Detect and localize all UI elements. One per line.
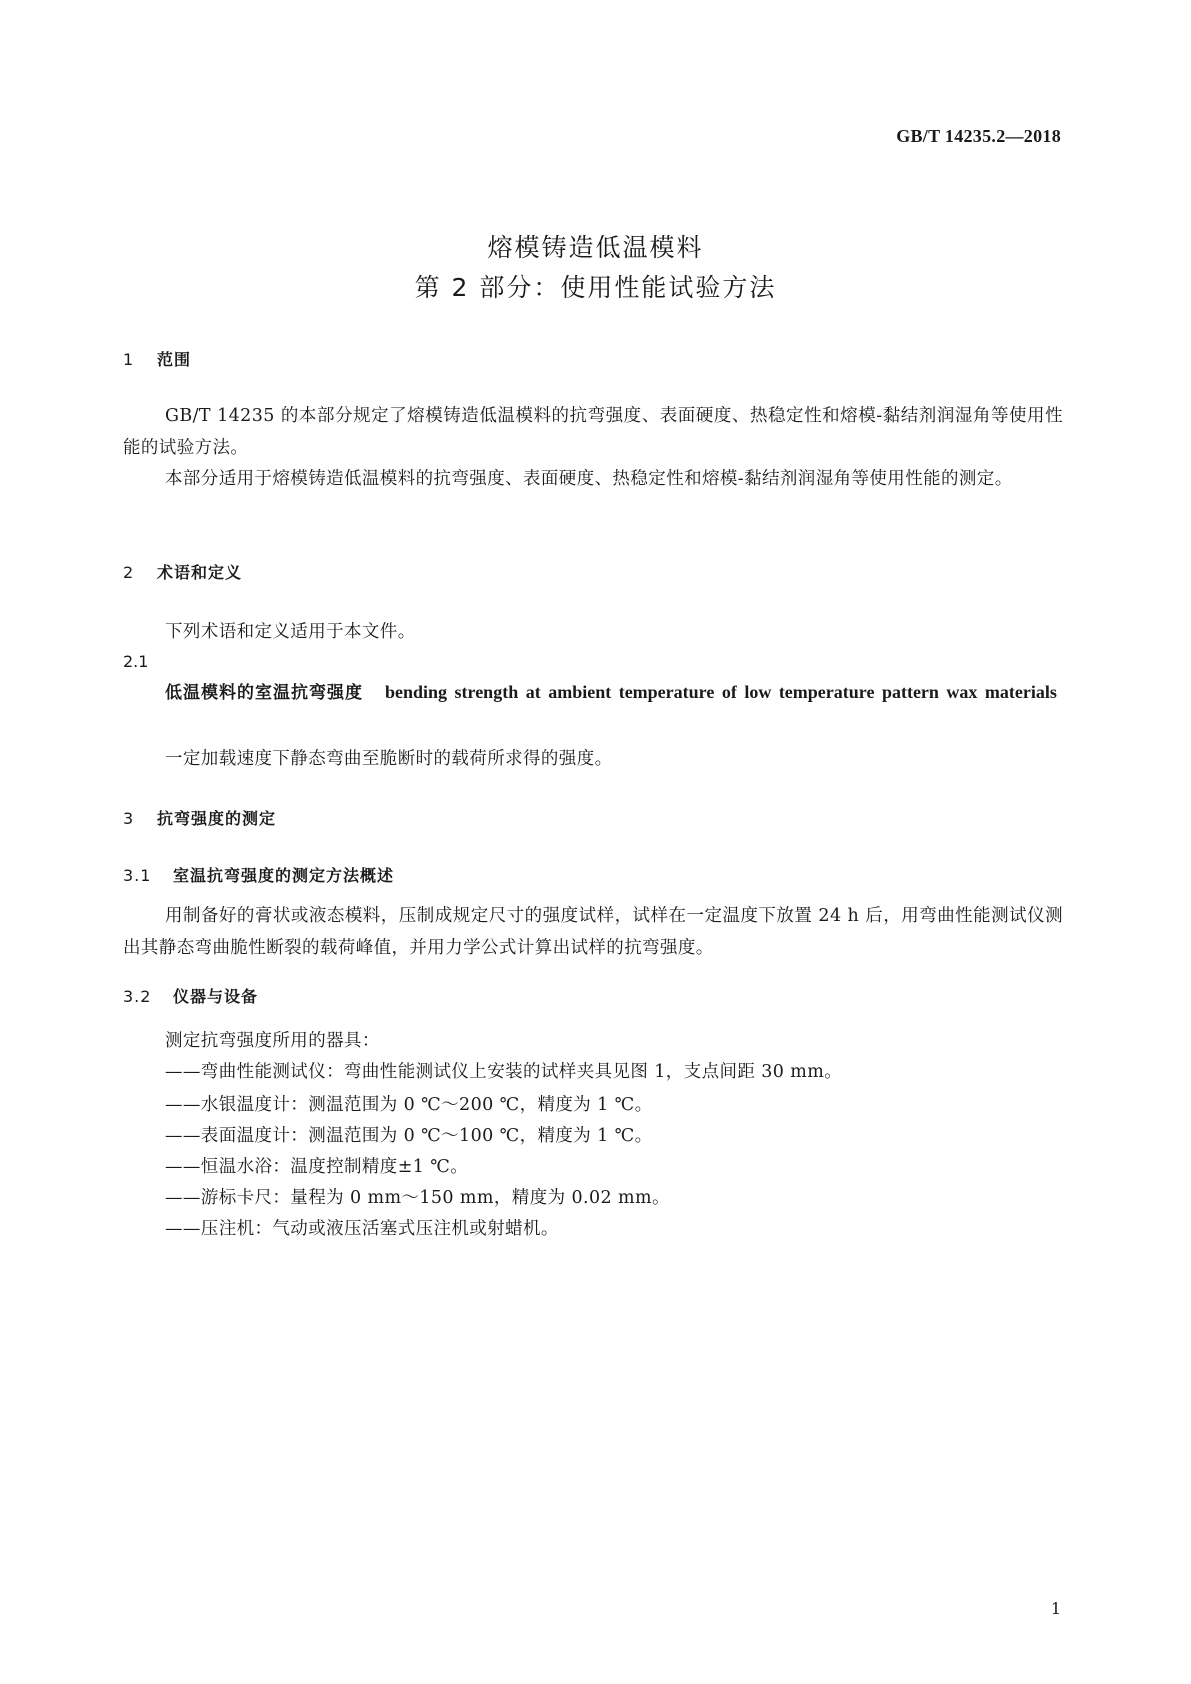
section-1-title: 范围	[157, 350, 192, 369]
term-2-1-chinese: 低温模料的室温抗弯强度	[165, 683, 363, 703]
section-2-intro: 下列术语和定义适用于本文件。	[165, 622, 416, 642]
standard-number: GB/T 14235.2—2018	[896, 126, 1061, 146]
document-title-line2: 第 2 部分：使用性能试验方法	[414, 273, 777, 302]
section-1-number: 1	[123, 350, 135, 369]
term-2-1-definition: 一定加载速度下静态弯曲至脆断时的载荷所求得的强度。	[165, 749, 613, 769]
page-number: 1	[1050, 1599, 1061, 1618]
equipment-item: ——游标卡尺：量程为 0 mm～150 mm，精度为 0.02 mm。	[165, 1188, 670, 1208]
section-3-1-number: 3.1	[123, 866, 152, 885]
section-3-2-intro: 测定抗弯强度所用的器具：	[165, 1031, 380, 1051]
section-3-2-number: 3.2	[123, 987, 152, 1006]
term-2-1	[123, 676, 1063, 709]
term-2-1-english: bending strength at ambient temperature of low temperature pattern wax materials	[385, 682, 1057, 702]
equipment-item: ——压注机：气动或液压活塞式压注机或射蜡机。	[165, 1219, 559, 1239]
equipment-item: ——表面温度计：测温范围为 0 ℃～100 ℃，精度为 1 ℃。	[165, 1126, 653, 1146]
section-3-2-heading	[123, 984, 258, 1007]
equipment-item: ——恒温水浴：温度控制精度±1 ℃。	[165, 1157, 469, 1177]
equipment-item: ——弯曲性能测试仪：弯曲性能测试仪上安装的试样夹具见图 1，支点间距 30 mm。	[165, 1062, 843, 1082]
section-2-heading	[123, 560, 242, 583]
section-3-1-heading	[123, 863, 394, 886]
section-2-title: 术语和定义	[157, 563, 243, 582]
section-1-paragraph-1: GB/T 14235 的本部分规定了熔模铸造低温模料的抗弯强度、表面硬度、热稳定性和熔模-黏结剂润湿角等使用性能的试验方法。	[123, 406, 1063, 458]
section-1-heading	[123, 347, 191, 370]
section-3-2-title: 仪器与设备	[173, 987, 259, 1006]
section-3-1-paragraph: 用制备好的膏状或液态模料，压制成规定尺寸的强度试样，试样在一定温度下放置 24 h 后，用弯曲性能测试仪测出其静态弯曲脆性断裂的载荷峰值，并用力学公式计算出试样的抗弯强度。	[123, 906, 1063, 958]
section-3-1-title: 室温抗弯强度的测定方法概述	[173, 866, 395, 885]
term-2-1-number: 2.1	[123, 652, 149, 671]
section-1-paragraph-2: 本部分适用于熔模铸造低温模料的抗弯强度、表面硬度、热稳定性和熔模-黏结剂润湿角等使用性能的测定。	[165, 469, 1013, 489]
document-title-line1: 熔模铸造低温模料	[487, 233, 704, 262]
section-3-title: 抗弯强度的测定	[157, 809, 277, 828]
equipment-item: ——水银温度计：测温范围为 0 ℃～200 ℃，精度为 1 ℃。	[165, 1095, 653, 1115]
section-3-number: 3	[123, 809, 135, 828]
section-2-number: 2	[123, 563, 135, 582]
section-3-heading	[123, 806, 276, 829]
